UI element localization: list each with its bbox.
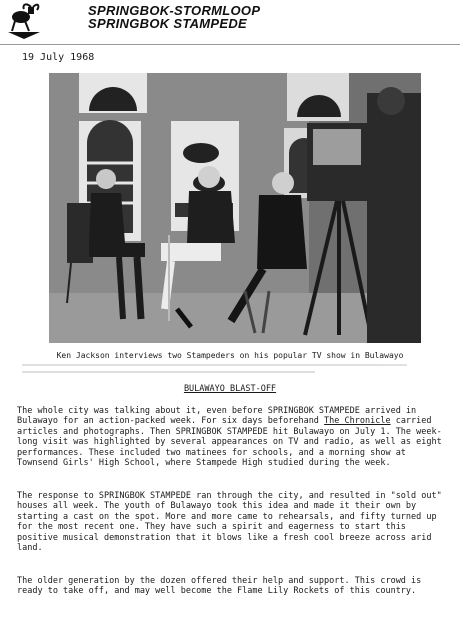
- masthead-title-line1: SPRINGBOK-STORMLOOP: [88, 3, 261, 18]
- article-paragraph-3: The older generation by the dozen offered their help and support. This crowd is ready to take off, and may well become the Flame Lily Rockets of this country.: [17, 576, 422, 597]
- paragraph-1-text-b: carried articles and photographs. Then SPRINGBOK STAMPEDE hit Bulawayo on July 1. The week-long visit was highlighted by several appearances on TV and radio, as well as eight performances. These included two matinees for schools, and a morning show at Townsend Girls' High School, where Stampede High studied during the week.: [17, 416, 442, 469]
- issue-date: 19 July 1968: [22, 52, 95, 63]
- tv-studio-photo: [49, 73, 421, 343]
- masthead-title: [88, 4, 260, 30]
- masthead: [0, 0, 460, 44]
- article-paragraph-2: The response to SPRINGBOK STAMPEDE ran through the city, and resulted in "sold out" houses all week. The youth of Bulawayo took this idea and made it their own by starting a cast on the spot. More and more came to rehearsals, and fifty turned up for the most recent one. They have such a spirit and eagerness to start this positive musical demonstration that it blows like a fresh cool breeze across arid land.: [17, 491, 442, 554]
- bleed-through-texture: [22, 364, 440, 382]
- masthead-rule: [0, 44, 460, 45]
- article-headline: BULAWAYO BLAST-OFF: [183, 384, 277, 394]
- springbok-logo: [4, 2, 44, 42]
- tv-studio-illustration: [49, 73, 421, 343]
- paragraph-1-text-a: The whole city was talking about it, even before SPRINGBOK STAMPEDE arrived in Bulawayo for an action-packed week. For six days beforehand: [17, 406, 417, 427]
- article-paragraph-1: [17, 406, 447, 468]
- masthead-title-line2: SPRINGBOK STAMPEDE: [88, 16, 248, 31]
- photo-caption: Ken Jackson interviews two Stampeders on his popular TV show in Bulawayo: [56, 351, 404, 360]
- newspaper-name: The Chronicle: [324, 416, 391, 427]
